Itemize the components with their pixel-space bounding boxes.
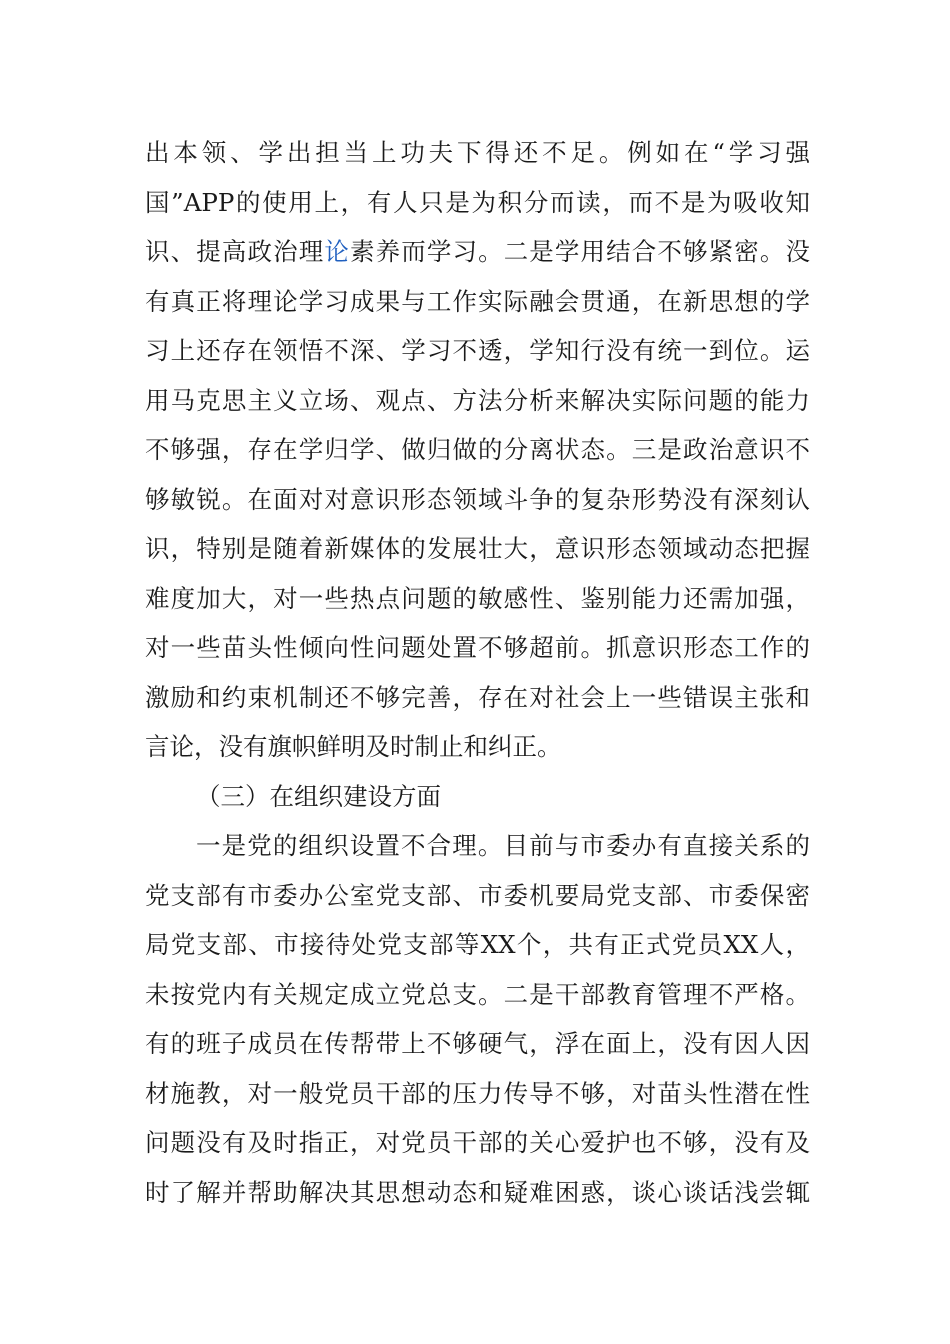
paragraph-line: 有真正将理论学习成果与工作实际融会贯通，在新思想的学 bbox=[145, 287, 810, 316]
paragraph-line: 时了解并帮助解决其思想动态和疑难困惑，谈心谈话浅尝辄 bbox=[145, 1178, 810, 1207]
paragraph-line: 局党支部、市接待处党支部等XX个，共有正式党员XX人， bbox=[145, 930, 810, 959]
highlighted-word-link[interactable]: 论 bbox=[324, 237, 350, 266]
paragraph-line: 问题没有及时指正，对党员干部的关心爱护也不够，没有及 bbox=[145, 1128, 810, 1157]
paragraph-line: 够敏锐。在面对对意识形态领域斗争的复杂形势没有深刻认 bbox=[145, 485, 810, 514]
paragraph-line: 激励和约束机制还不够完善，存在对社会上一些错误主张和 bbox=[145, 683, 810, 712]
paragraph-line: 言论，没有旗帜鲜明及时制止和纠正。 bbox=[145, 732, 562, 761]
paragraph-text: 识、提高政治理 bbox=[145, 237, 325, 266]
paragraph-line: 材施教，对一般党员干部的压力传导不够，对苗头性潜在性 bbox=[145, 1079, 810, 1108]
paragraph-line: 一是党的组织设置不合理。目前与市委办有直接关系的 bbox=[196, 831, 810, 860]
paragraph-text: 素养而学习。二是学用结合不够紧密。没 bbox=[349, 237, 811, 266]
paragraph-line: 不够强，存在学归学、做归做的分离状态。三是政治意识不 bbox=[145, 435, 810, 464]
paragraph-line: 用马克思主义立场、观点、方法分析来解决实际问题的能力 bbox=[145, 386, 810, 415]
paragraph-line: 难度加大，对一些热点问题的敏感性、鉴别能力还需加强， bbox=[145, 584, 810, 613]
paragraph-line-with-link bbox=[145, 232, 810, 272]
paragraph-line: 对一些苗头性倾向性问题处置不够超前。抓意识形态工作的 bbox=[145, 633, 810, 662]
paragraph-line: 国”APP的使用上，有人只是为积分而读，而不是为吸收知 bbox=[145, 188, 810, 217]
paragraph-line: 识，特别是随着新媒体的发展壮大，意识形态领域动态把握 bbox=[145, 534, 810, 563]
paragraph-line: 党支部有市委办公室党支部、市委机要局党支部、市委保密 bbox=[145, 881, 810, 910]
paragraph-line: 习上还存在领悟不深、学习不透，学知行没有统一到位。运 bbox=[145, 336, 810, 365]
paragraph-line: 有的班子成员在传帮带上不够硬气，浮在面上，没有因人因 bbox=[145, 1029, 810, 1058]
paragraph-line: 出本领、学出担当上功夫下得还不足。例如在“学习强 bbox=[145, 138, 810, 167]
section-heading: （三）在组织建设方面 bbox=[196, 782, 441, 811]
paragraph-line: 未按党内有关规定成立党总支。二是干部教育管理不严格。 bbox=[145, 980, 810, 1009]
